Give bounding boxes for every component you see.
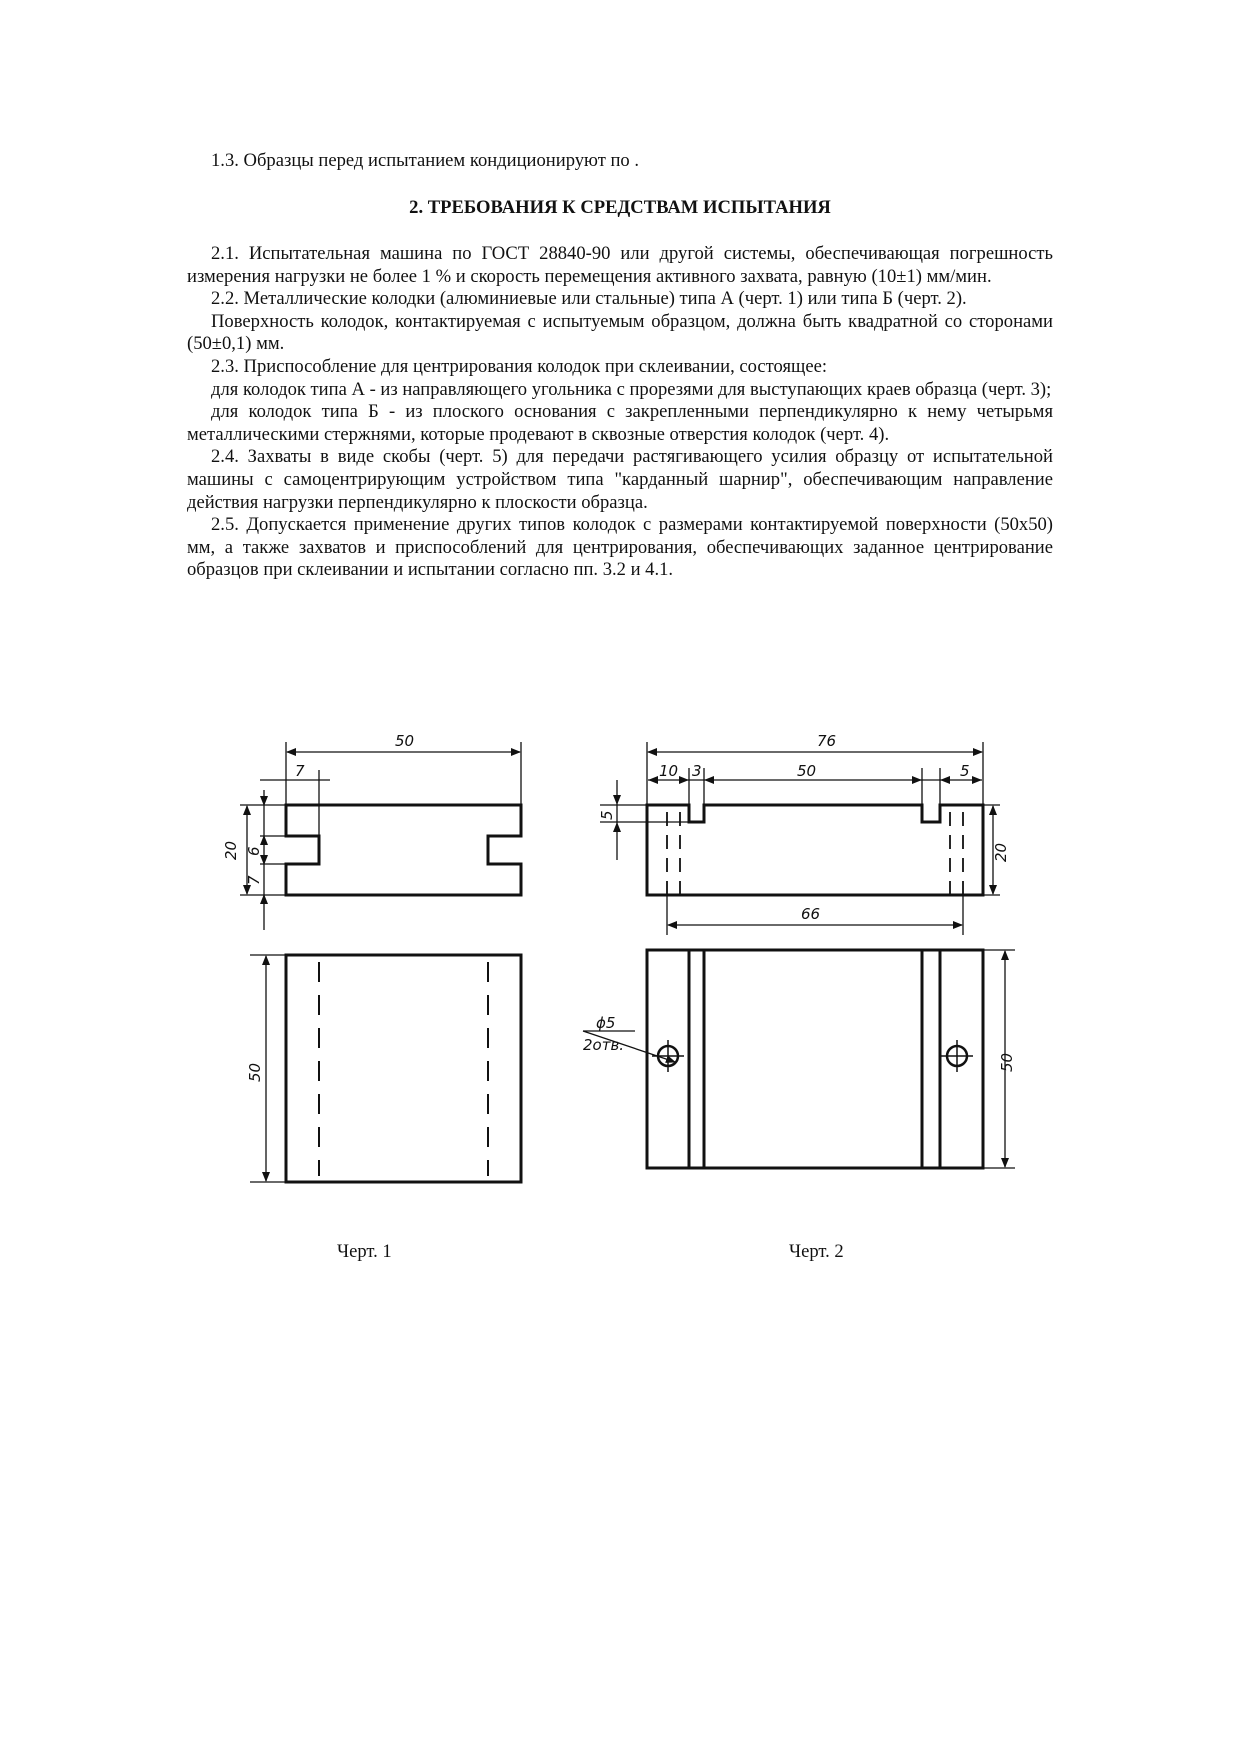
fig2-dim-total: 76 <box>817 732 837 750</box>
fig1-dim-slot-offset: 7 <box>295 762 305 780</box>
paragraph-2-2: 2.2. Металлические колодки (алюминиевые или стальные) типа А (черт. 1) или типа Б (черт. 2). <box>211 288 967 310</box>
paragraph-1-3: 1.3. Образцы перед испытанием кондиционируют по . <box>211 150 640 171</box>
paragraph-surface: Поверхность колодок, контактируемая с испытуемым образцом, должна быть квадратной со сторонами (50±0,1) мм. <box>187 310 1053 355</box>
figure-2 <box>583 742 1015 1168</box>
fig2-dim-hole-dia: ϕ5 <box>596 1014 616 1032</box>
figure-1 <box>240 742 521 1182</box>
paragraph-2-3: 2.3. Приспособление для центрирования колодок при склеивании, состоящее: <box>211 355 828 377</box>
fig2-dim-height: 20 <box>992 842 1010 862</box>
section-heading: 2. ТРЕБОВАНИЯ К СРЕДСТВАМ ИСПЫТАНИЯ <box>409 197 831 218</box>
fig2-front-view <box>647 950 983 1168</box>
paragraph-2-5: 2.5. Допускается применение других типов колодок с размерами контактируемой поверхности (50x50) мм, а также захватов и приспособлений для центрирования, обеспечивающих заданное центрирование образцов при склеивании и испытании согласно пп. 3.2 и 4.1. <box>187 514 1053 581</box>
fig1-dim-length: 50 <box>246 1062 264 1082</box>
fig2-dim-hole-count: 2отв. <box>583 1036 625 1054</box>
figure-1-caption: Черт. 1 <box>337 1241 392 1262</box>
fig1-dim-height: 20 <box>222 840 240 860</box>
paragraph-2-4: 2.4. Захваты в виде скобы (черт. 5) для передачи растягивающего усилия образцу от испытательной машины с самоцентрирующим устройством типа "карданный шарнир", обеспечивающим направление действия нагрузки перпендикулярно к плоскости образца. <box>187 446 1053 513</box>
fig1-dim-width: 50 <box>395 732 415 750</box>
paragraph-type-b: для колодок типа Б - из плоского основания с закрепленными перпендикулярно к нему четырьмя металлическими стержнями, которые продевают в сквозные отверстия колодок (черт. 4). <box>187 401 1053 445</box>
fig2-dim-slot-depth: 5 <box>598 810 616 820</box>
fig2-dim-gap: 3 <box>692 762 702 780</box>
fig2-dim-left: 10 <box>659 762 679 780</box>
fig2-dim-middle: 50 <box>797 762 817 780</box>
fig2-dim-right: 5 <box>960 762 970 780</box>
fig1-block-profile <box>286 805 521 895</box>
paragraph-2-1: 2.1. Испытательная машина по ГОСТ 28840-90 или другой системы, обеспечивающая погрешность измерения нагрузки не более 1 % и скорость перемещения активного захвата, равную (10±1) мм/мин. <box>187 243 1053 287</box>
paragraph-type-a: для колодок типа А - из направляющего угольника с прорезями для выступающих краев образца (черт. 3); <box>211 378 1052 400</box>
fig2-dim-hole-spacing: 66 <box>801 905 821 923</box>
figure-2-caption: Черт. 2 <box>789 1241 844 1262</box>
fig1-front-view <box>286 955 521 1182</box>
fig1-dim-slot-height: 6 <box>245 846 263 856</box>
fig2-block-profile <box>647 805 983 895</box>
fig2-dim-length: 50 <box>998 1052 1016 1072</box>
fig1-dim-bottom: 7 <box>245 875 263 885</box>
